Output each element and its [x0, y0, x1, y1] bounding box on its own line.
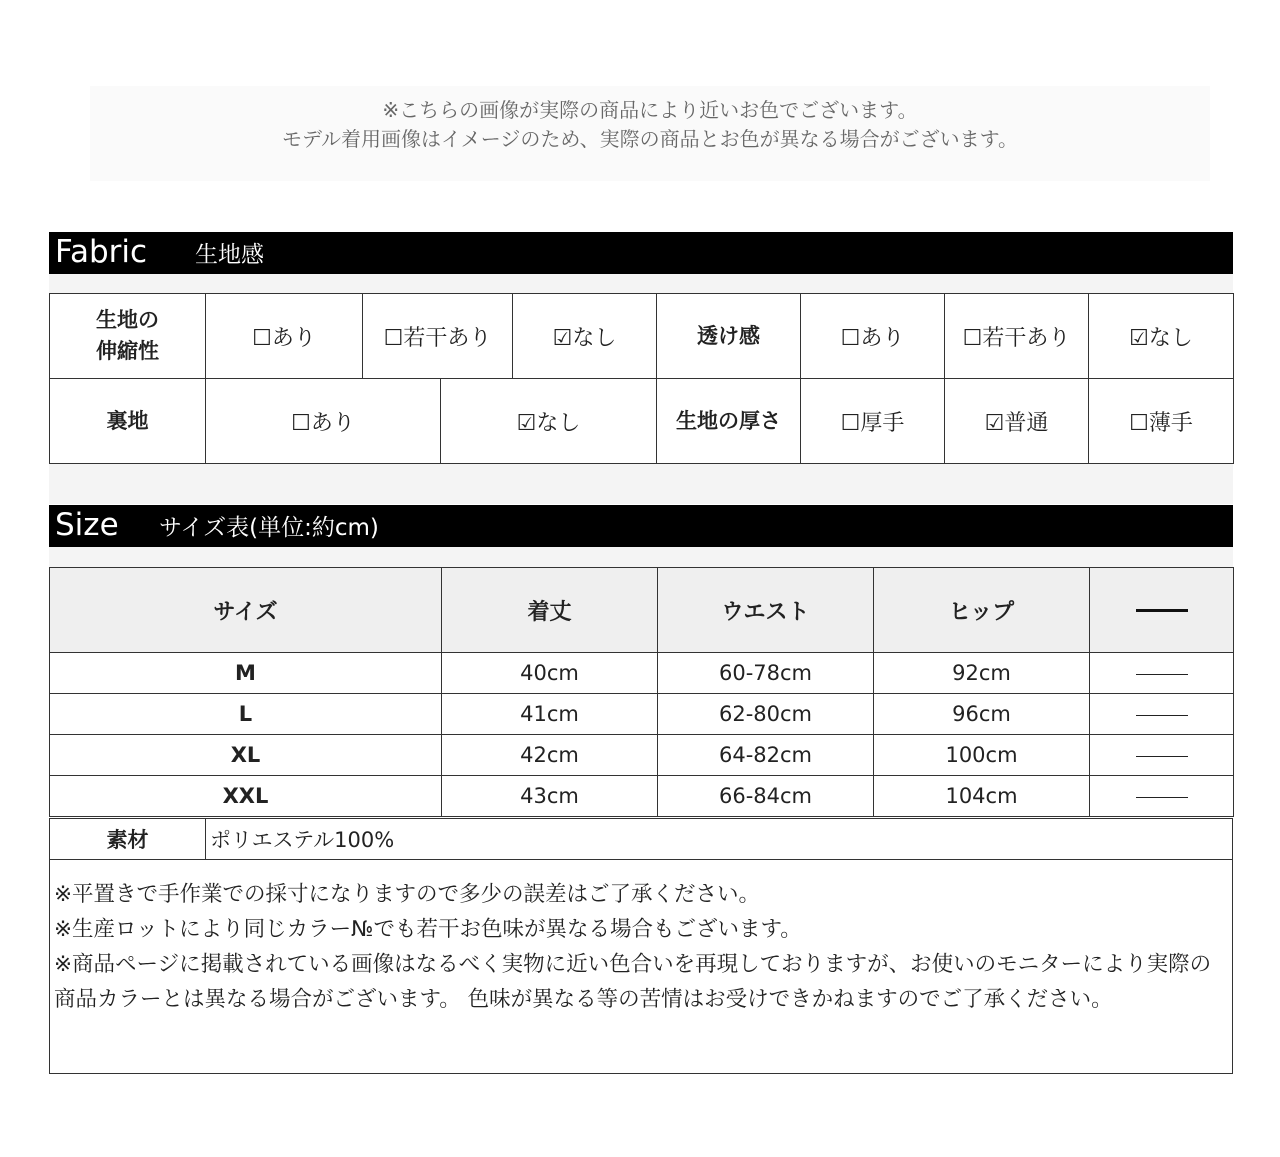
- material-table: [49, 818, 1233, 860]
- thickness-option-thick: ☐厚手: [801, 379, 945, 464]
- dash-icon: [1136, 756, 1188, 757]
- notice-box: [90, 86, 1210, 181]
- material-row: [50, 819, 1233, 860]
- row-size: XL: [50, 735, 442, 776]
- stretch-label: [50, 294, 206, 379]
- lining-label: 裏地: [50, 379, 206, 464]
- row-length: 42cm: [442, 735, 658, 776]
- lining-option-yes: ☐あり: [206, 379, 441, 464]
- divider: [49, 547, 1233, 567]
- table-row: [50, 653, 1234, 694]
- note-line-2: ※生産ロットにより同じカラー№でも若干お色味が異なる場合もございます。: [54, 917, 802, 942]
- thickness-option-thin: ☐薄手: [1089, 379, 1234, 464]
- size-section-header: [49, 505, 1233, 547]
- size-table: [49, 567, 1234, 817]
- thickness-option-normal: ☑普通: [945, 379, 1089, 464]
- row-waist: 64-82cm: [658, 735, 874, 776]
- fabric-row-2: [50, 379, 1234, 464]
- notice-line-1: ※こちらの画像が実際の商品により近いお色でございます。: [382, 98, 918, 122]
- stretch-option-slight: ☐若干あり: [363, 294, 513, 379]
- header-length: 着丈: [442, 568, 658, 653]
- note-line-3: ※商品ページに掲載されている画像はなるべく実物に近い色合いを再現しておりますが、お使いのモニターにより実際の商品カラーとは異なる場合がございます。 色味が異なる等の苦情はお受けできかねますのでご了承ください。: [54, 952, 1212, 1012]
- row-hip: 92cm: [874, 653, 1090, 694]
- sheer-label: 透け感: [657, 294, 801, 379]
- row-waist: 62-80cm: [658, 694, 874, 735]
- divider: [49, 274, 1233, 294]
- dash-icon: [1136, 797, 1188, 798]
- thickness-label: 生地の厚さ: [657, 379, 801, 464]
- header-empty: [1090, 568, 1234, 653]
- row-empty: [1090, 776, 1234, 817]
- row-size: L: [50, 694, 442, 735]
- sheer-option-no: ☑なし: [1089, 294, 1234, 379]
- note-line-1: ※平置きで手作業での採寸になりますので多少の誤差はご了承ください。: [54, 882, 761, 907]
- table-row: [50, 776, 1234, 817]
- fabric-title-jp: 生地感: [195, 242, 264, 268]
- material-label: 素材: [50, 819, 206, 860]
- size-title-jp: サイズ表(単位:約cm): [159, 515, 379, 541]
- stretch-label-line-1: 生地の: [96, 308, 159, 332]
- table-row: [50, 694, 1234, 735]
- fabric-section-header: [49, 232, 1233, 274]
- dash-icon: [1136, 609, 1188, 612]
- row-waist: 60-78cm: [658, 653, 874, 694]
- header-hip: ヒップ: [874, 568, 1090, 653]
- material-value: ポリエステル100%: [206, 819, 1233, 860]
- lining-option-no: ☑なし: [441, 379, 657, 464]
- notice-line-2: モデル着用画像はイメージのため、実際の商品とお色が異なる場合がございます。: [282, 127, 1018, 151]
- dash-icon: [1136, 674, 1188, 675]
- row-empty: [1090, 735, 1234, 776]
- size-header-row: [50, 568, 1234, 653]
- dash-icon: [1136, 715, 1188, 716]
- table-row: [50, 735, 1234, 776]
- header-waist: ウエスト: [658, 568, 874, 653]
- size-title-en: Size: [55, 507, 119, 543]
- stretch-label-line-2: 伸縮性: [96, 339, 159, 363]
- row-empty: [1090, 653, 1234, 694]
- row-hip: 104cm: [874, 776, 1090, 817]
- row-hip: 96cm: [874, 694, 1090, 735]
- row-waist: 66-84cm: [658, 776, 874, 817]
- sheer-option-yes: ☐あり: [801, 294, 945, 379]
- row-length: 43cm: [442, 776, 658, 817]
- row-length: 40cm: [442, 653, 658, 694]
- row-size: M: [50, 653, 442, 694]
- row-empty: [1090, 694, 1234, 735]
- stretch-option-no: ☑なし: [513, 294, 657, 379]
- row-hip: 100cm: [874, 735, 1090, 776]
- row-length: 41cm: [442, 694, 658, 735]
- divider: [49, 464, 1233, 504]
- stretch-option-yes: ☐あり: [206, 294, 363, 379]
- fabric-row-1: [50, 294, 1234, 379]
- notes-box: [49, 859, 1233, 1074]
- fabric-title-en: Fabric: [55, 234, 148, 270]
- header-size: サイズ: [50, 568, 442, 653]
- fabric-table: [49, 293, 1234, 464]
- row-size: XXL: [50, 776, 442, 817]
- sheer-option-slight: ☐若干あり: [945, 294, 1089, 379]
